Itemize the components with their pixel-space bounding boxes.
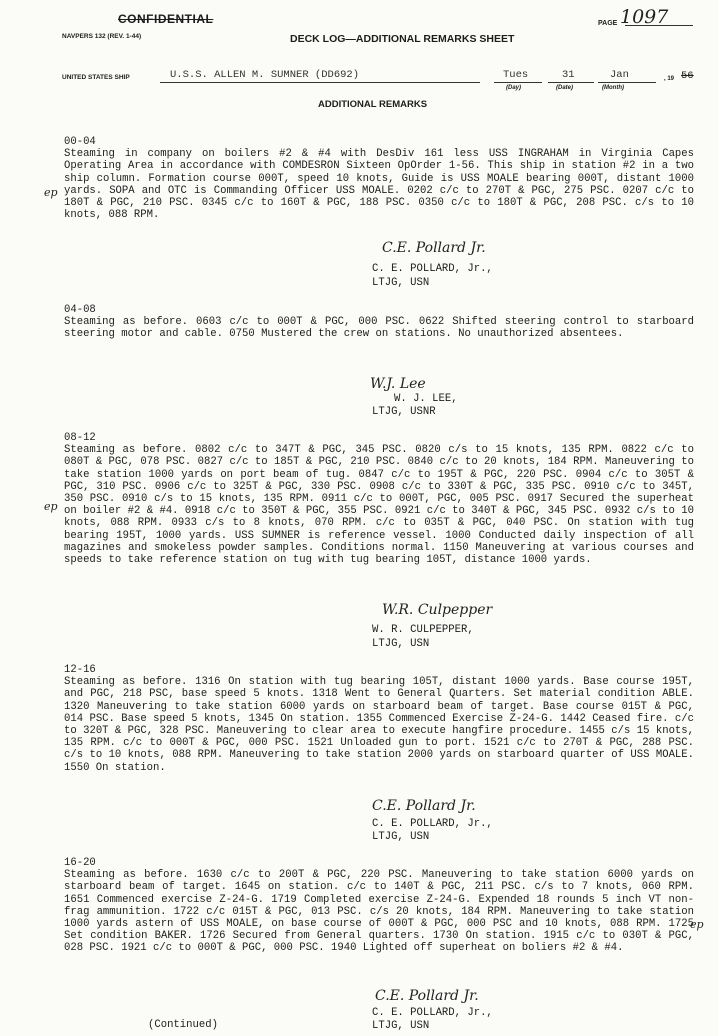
officer-name: W. R. CULPEPPER,: [372, 624, 474, 636]
handwritten-signature: W.R. Culpepper: [382, 602, 493, 618]
watch-entry: [64, 857, 694, 955]
watch-entry: [64, 432, 694, 566]
officer-name: C. E. POLLARD, Jr.,: [372, 263, 493, 275]
date-caption: (Date): [556, 85, 574, 91]
watch-label: 12-16: [64, 664, 96, 676]
watch-label: 08-12: [64, 432, 96, 444]
remarks-heading: ADDITIONAL REMARKS: [318, 99, 428, 110]
watch-entry: [64, 304, 694, 341]
ship-underline: [160, 82, 480, 83]
ship-name: U.S.S. ALLEN M. SUMNER (DD692): [170, 69, 360, 81]
watch-entry: [64, 136, 694, 221]
handwritten-signature: C.E. Pollard Jr.: [372, 798, 476, 814]
continued-note: (Continued): [148, 1019, 218, 1031]
watch-entry: [64, 664, 694, 774]
day-caption: (Day): [506, 85, 522, 91]
officer-name: C. E. POLLARD, Jr.,: [372, 1007, 493, 1019]
year-prefix: , 19: [664, 76, 675, 82]
margin-initials-mark: ep: [690, 918, 704, 931]
officer-name: C. E. POLLARD, Jr.,: [372, 818, 493, 830]
margin-initials-mark: ep: [44, 500, 58, 513]
form-code: NAVPERS 132 (REV. 1-44): [62, 33, 142, 40]
month-underline: [598, 82, 656, 83]
officer-rank: LTJG, USN: [372, 638, 430, 650]
watch-label: 04-08: [64, 304, 96, 316]
officer-rank: LTJG, USN: [372, 831, 430, 843]
day-underline: [494, 82, 542, 83]
sheet-title: DECK LOG—ADDITIONAL REMARKS SHEET: [290, 33, 515, 45]
page-number-line: [625, 25, 693, 26]
month-value: Jan: [610, 69, 629, 81]
officer-name: W. J. LEE,: [394, 393, 458, 405]
margin-initials-mark: ep: [44, 186, 58, 199]
watch-remarks: Steaming as before. 1316 On station with tug bearing 105T, distant 1000 yards. Base course 195T, and PGC, 218 PSC, base speed 5 knots. 1318 Went to General Quarters. Set material condition ABLE. 1320 Maneuvering to take station 6000 yards on starboard beam of target. Base course 015T & PGC, 014 PSC. Base speed 5 knots, 1345 On station. 1355 Commenced Exercise Z-24-G. 1442 Ceased fire. c/c to 320T & PGC, 328 PSC. Maneuvering to clear area to execute hangfire procedure. 1455 c/s 15 knots, 135 RPM. c/c to 000T & PGC, 000 PSC. 1521 Unloaded gun to port. 1521 c/c to 270T & PGC, 288 PSC. c/s to 10 knots, 088 RPM. Maneuvering to take station 2000 yards on starboard quarter of USS MOALE. 1550 On station.: [64, 676, 694, 774]
date-underline: [548, 82, 594, 83]
handwritten-signature: W.J. Lee: [370, 376, 426, 392]
date-value: 31: [562, 69, 575, 81]
watch-label: 16-20: [64, 857, 96, 869]
confidential-stamp: CONFIDENTIAL: [118, 12, 214, 26]
handwritten-signature: C.E. Pollard Jr.: [382, 240, 486, 256]
watch-remarks: Steaming as before. 1630 c/c to 200T & PGC, 220 PSC. Maneuvering to take station 6000 yards on starboard beam of target. 1645 on station. c/c to 140T & PGC, 211 PSC. c/s to 7 knots, 060 RPM. 1651 Commenced exercise Z-24-G. 1719 Completed exercise Z-24-G. Expended 18 rounds 5 inch VT non-frag ammunition. 1722 c/c 015T & PGC, 013 PSC. c/s 20 knots, 184 RPM. Maneuvering to take station 1000 yards astern of USS MOALE, on base course of 000T & PGC, 000 PSC and 10 knots, 088 RPM. 1725 Set condition BAKER. 1726 Secured from General quarters. 1730 On station. 1915 c/c to 030T & PGC, 028 PSC. 1921 c/c to 000T & PGC, 000 PSC. 1940 Lighted off superheat on boliers #2 & #4.: [64, 869, 694, 955]
page-number: 1097: [620, 6, 669, 28]
watch-remarks: Steaming in company on boilers #2 & #4 with DesDiv 161 less USS INGRAHAM in Virginia Capes Operating Area in accordance with COMDESRON Sixteen OpOrder 1-56. This ship in station #2 in a two ship column. Formation course 000T, speed 10 knots, Guide is USS MOALE bearing 000T, distant 1000 yards. SOPA and OTC is Commanding Officer USS MOALE. 0202 c/c to 270T & PGC, 275 PSC. 0207 c/c to 180T & PGC, 210 PSC. 0345 c/c to 160T & PGC, 188 PSC. 0350 c/c to 180T & PGC, 208 PSC. c/s to 10 knots, 088 RPM.: [64, 148, 694, 222]
watch-remarks: Steaming as before. 0603 c/c to 000T & PGC, 000 PSC. 0622 Shifted steering control to starboard steering motor and cable. 0750 Mustered the crew on stations. No unauthorized absentees.: [64, 316, 694, 341]
watch-remarks: Steaming as before. 0802 c/c to 347T & PGC, 345 PSC. 0820 c/s to 15 knots, 135 RPM. 0822 c/c to 080T & PGC, 078 PSC. 0827 c/c to 185T & PGC, 210 PSC. 0840 c/c to 20 knots, 184 RPM. Maneuvering to take station 1000 yards on port beam of tug. 0847 c/c to 195T & PGC, 220 PSC. 0904 c/c to 305T & PGC, 310 PSC. 0906 c/c to 325T & PGC, 330 PSC. 0908 c/c to 330T & PGC, 335 PSC. 0910 c/c to 345T, 350 PSC. 0910 c/s to 15 knots, 135 RPM. 0911 c/c to 000T, PGC, 005 PSC. 0917 Secured the superheat on boiler #2 & #4. 0918 c/c to 350T & PGC, 355 PSC. 0921 c/c to 340T & PGC, 345 PSC. 0932 c/s to 10 knots, 088 RPM. 0933 c/s to 8 knots, 070 RPM. c/c to 035T & PGC, 040 PSC. On station with tug bearing 195T, 1000 yards. USS SUMNER is reference vessel. 1000 Conducted daily inspection of all magazines and smokeless powder samples. Conditions normal. 1150 Maneuvering at various courses and speeds to take reference station on tug with tug bearing 105T, distance 1000 yards.: [64, 444, 694, 567]
officer-rank: LTJG, USNR: [372, 406, 436, 418]
month-caption: (Month): [602, 85, 624, 91]
ship-label: UNITED STATES SHIP: [62, 74, 130, 81]
handwritten-signature: C.E. Pollard Jr.: [375, 988, 479, 1004]
page-label: PAGE: [598, 20, 618, 27]
year-value: 56: [681, 70, 694, 82]
officer-rank: LTJG, USN: [372, 1020, 430, 1032]
watch-label: 00-04: [64, 136, 96, 148]
officer-rank: LTJG, USN: [372, 277, 430, 289]
day-value: Tues: [503, 69, 529, 81]
